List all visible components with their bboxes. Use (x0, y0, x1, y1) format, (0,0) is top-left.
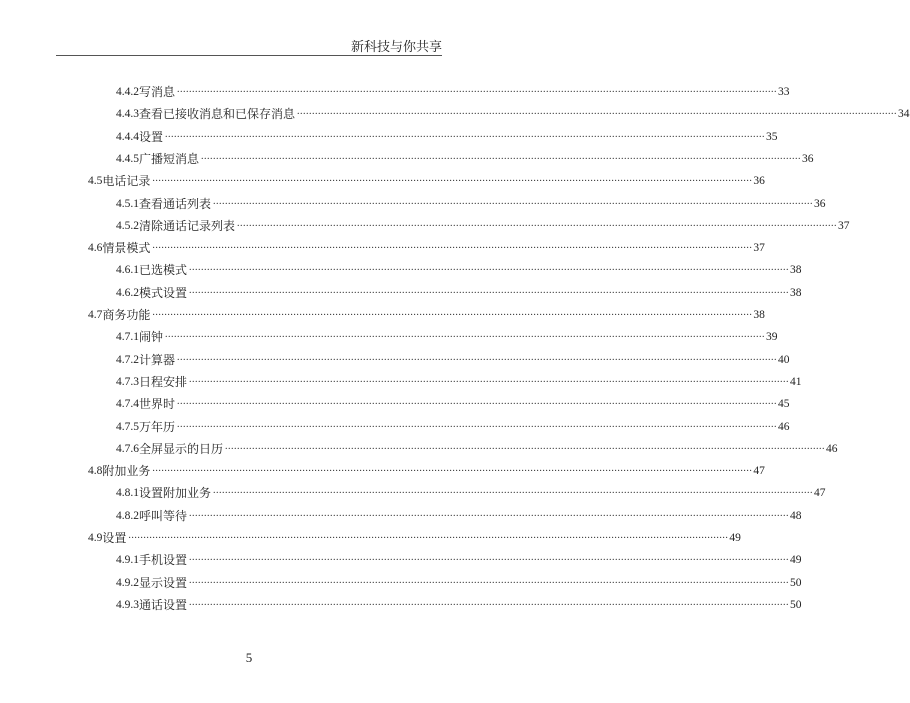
toc-entry-number: 4.7.2 (116, 353, 139, 366)
toc-entry-number: 4.5.1 (116, 197, 139, 210)
toc-entry-number: 4.7.6 (116, 442, 139, 455)
toc-entry-title: 附加业务 (102, 464, 151, 479)
toc-entry-title: 已选模式 (139, 263, 188, 278)
toc-entry-page: 38 (790, 286, 802, 299)
toc-entry-page: 47 (814, 487, 826, 500)
dot-leader: ........................................................................................................................................................................................................ (152, 307, 753, 318)
toc-entry-page: 37 (838, 219, 850, 232)
toc-entry-number: 4.9.2 (116, 576, 139, 589)
dot-leader: ........................................................................................................................................................................................................ (201, 150, 802, 162)
toc-entry-number: 4.8.1 (116, 487, 139, 500)
dot-leader: ........................................................................................................................................................................................................ (152, 463, 753, 475)
dot-leader: ........................................................................................................................................................................................................ (189, 596, 790, 608)
dot-leader: ........................................................................................................................................................................................................ (189, 552, 790, 564)
dot-leader: ........................................................................................................................................................................................................ (165, 329, 766, 341)
toc-entry-title: 模式设置 (139, 285, 188, 300)
dot-leader: ........................................................................................................................................................................................................ (152, 173, 753, 185)
toc-entry-number: 4.8 (88, 465, 103, 478)
toc-entry[interactable] (116, 502, 802, 524)
dot-leader: ........................................................................................................................................................................................................ (225, 440, 826, 452)
toc-entry[interactable] (116, 123, 778, 145)
toc-entry-title: 闹钟 (139, 330, 164, 345)
toc-entry-page: 37 (753, 242, 765, 255)
dot-leader: ........................................................................................................................................................................................................ (189, 574, 790, 586)
dot-leader: ........................................................................................................................................................................................................ (177, 84, 778, 95)
toc-entry[interactable] (116, 479, 826, 501)
toc-entry-page: 50 (790, 598, 802, 611)
toc-entry-title: 显示设置 (139, 575, 188, 590)
toc-entry[interactable] (88, 167, 765, 189)
header-rule (56, 55, 442, 56)
toc-entry[interactable] (88, 301, 765, 323)
toc-entry[interactable] (88, 234, 765, 256)
dot-leader: ........................................................................................................................................................................................................ (213, 485, 814, 497)
toc-entry-number: 4.6.2 (116, 286, 139, 299)
toc-entry[interactable] (116, 569, 802, 591)
toc-entry-number: 4.4.2 (116, 86, 139, 98)
toc-entry[interactable] (116, 546, 802, 568)
toc-entry-number: 4.4.5 (116, 152, 139, 165)
toc-entry-title: 写消息 (139, 85, 176, 99)
toc-entry-title: 全屏显示的日历 (139, 441, 224, 456)
toc-entry-number: 4.7.1 (116, 331, 139, 344)
toc-entry-page: 38 (753, 309, 765, 321)
toc-entry[interactable] (116, 190, 826, 212)
dot-leader: ........................................................................................................................................................................................................ (189, 507, 790, 519)
toc-entry[interactable] (116, 591, 802, 613)
toc-entry-number: 4.6 (88, 242, 103, 255)
toc-entry-number: 4.5 (88, 175, 103, 188)
dot-leader: ........................................................................................................................................................................................................ (189, 284, 790, 296)
toc-entry-page: 36 (753, 175, 765, 188)
dot-leader: ........................................................................................................................................................................................................ (189, 262, 790, 274)
toc-entry-page: 36 (814, 197, 826, 210)
toc-entry-page: 49 (790, 554, 802, 567)
toc-entry[interactable] (116, 368, 802, 390)
toc-entry[interactable] (116, 145, 814, 167)
dot-leader: ........................................................................................................................................................................................................ (177, 418, 778, 430)
toc-entry-page: 40 (778, 353, 790, 366)
toc-entry[interactable] (116, 212, 850, 234)
toc-entry-page: 45 (778, 398, 790, 411)
toc-entry-title: 清除通话记录列表 (139, 218, 236, 233)
toc-entry-title: 世界时 (139, 397, 176, 412)
toc-entry-title: 万年历 (139, 419, 176, 434)
dot-leader: ........................................................................................................................................................................................................ (128, 530, 729, 541)
toc-entry-page: 50 (790, 576, 802, 589)
toc-entry[interactable] (116, 78, 790, 100)
toc-entry-title: 日程安排 (139, 374, 188, 389)
toc-entry-number: 4.7 (88, 309, 103, 321)
toc-entry-title: 通话设置 (139, 597, 188, 612)
toc-entry-title: 设置 (102, 531, 127, 545)
toc-entry-number: 4.6.1 (116, 264, 139, 277)
page-number: 5 (245, 650, 253, 665)
toc-entry-title: 情景模式 (102, 241, 151, 256)
toc-entry-page: 46 (778, 420, 790, 433)
toc-entry-title: 查看已接收消息和已保存消息 (139, 107, 296, 122)
toc-entry-title: 广播短消息 (139, 151, 200, 166)
dot-leader: ........................................................................................................................................................................................................ (152, 240, 753, 252)
toc-entry-page: 47 (753, 465, 765, 478)
toc-entry-title: 计算器 (139, 352, 176, 367)
dot-leader: ........................................................................................................................................................................................................ (165, 128, 766, 140)
toc-entry[interactable] (116, 413, 790, 435)
toc-entry-page: 36 (802, 152, 814, 165)
toc-entry-number: 4.9.1 (116, 554, 139, 567)
toc-entry-page: 35 (766, 130, 778, 143)
toc-entry-title: 设置 (139, 129, 164, 144)
toc-entry-number: 4.4.4 (116, 130, 139, 143)
toc-entry-number: 4.7.3 (116, 375, 139, 388)
running-header: 新科技与你共享 (350, 40, 442, 55)
toc-entry-title: 查看通话列表 (139, 196, 212, 211)
toc-entry-title: 商务功能 (102, 308, 151, 322)
toc-entry[interactable] (116, 390, 790, 412)
toc-entry-page: 33 (778, 86, 790, 98)
dot-leader: ........................................................................................................................................................................................................ (177, 396, 778, 408)
toc-entry-title: 电话记录 (102, 174, 151, 189)
dot-leader: ........................................................................................................................................................................................................ (213, 195, 814, 207)
dot-leader: ........................................................................................................................................................................................................ (297, 106, 898, 118)
toc-entry-title: 呼叫等待 (139, 508, 188, 523)
toc-entry[interactable] (116, 100, 910, 122)
toc-entry-title: 手机设置 (139, 553, 188, 568)
toc-entry-number: 4.8.2 (116, 509, 139, 522)
toc-entry[interactable] (116, 256, 802, 278)
toc-entry[interactable] (88, 457, 765, 479)
toc-entry-page: 34 (898, 108, 910, 121)
toc-entry-page: 48 (790, 509, 802, 522)
toc-entry-page: 41 (790, 375, 802, 388)
dot-leader: ........................................................................................................................................................................................................ (189, 373, 790, 385)
toc-entry-number: 4.9.3 (116, 598, 139, 611)
dot-leader: ........................................................................................................................................................................................................ (237, 217, 838, 229)
toc-entry[interactable] (116, 435, 838, 457)
toc-entry-number: 4.7.4 (116, 398, 139, 411)
toc-entry-page: 39 (766, 331, 778, 344)
toc-entry[interactable] (116, 279, 802, 301)
toc-entry[interactable] (116, 346, 790, 368)
toc-entry-number: 4.4.3 (116, 108, 139, 121)
toc-entry-number: 4.9 (88, 532, 103, 544)
toc-entry[interactable] (116, 323, 778, 345)
toc-entry-page: 38 (790, 264, 802, 277)
toc-entry-page: 49 (729, 532, 741, 544)
toc-entry-page: 46 (826, 442, 838, 455)
toc-entry-number: 4.7.5 (116, 420, 139, 433)
toc-entry[interactable] (88, 524, 741, 546)
toc-entry-number: 4.5.2 (116, 219, 139, 232)
toc-entry-title: 设置附加业务 (139, 486, 212, 501)
dot-leader: ........................................................................................................................................................................................................ (177, 351, 778, 363)
